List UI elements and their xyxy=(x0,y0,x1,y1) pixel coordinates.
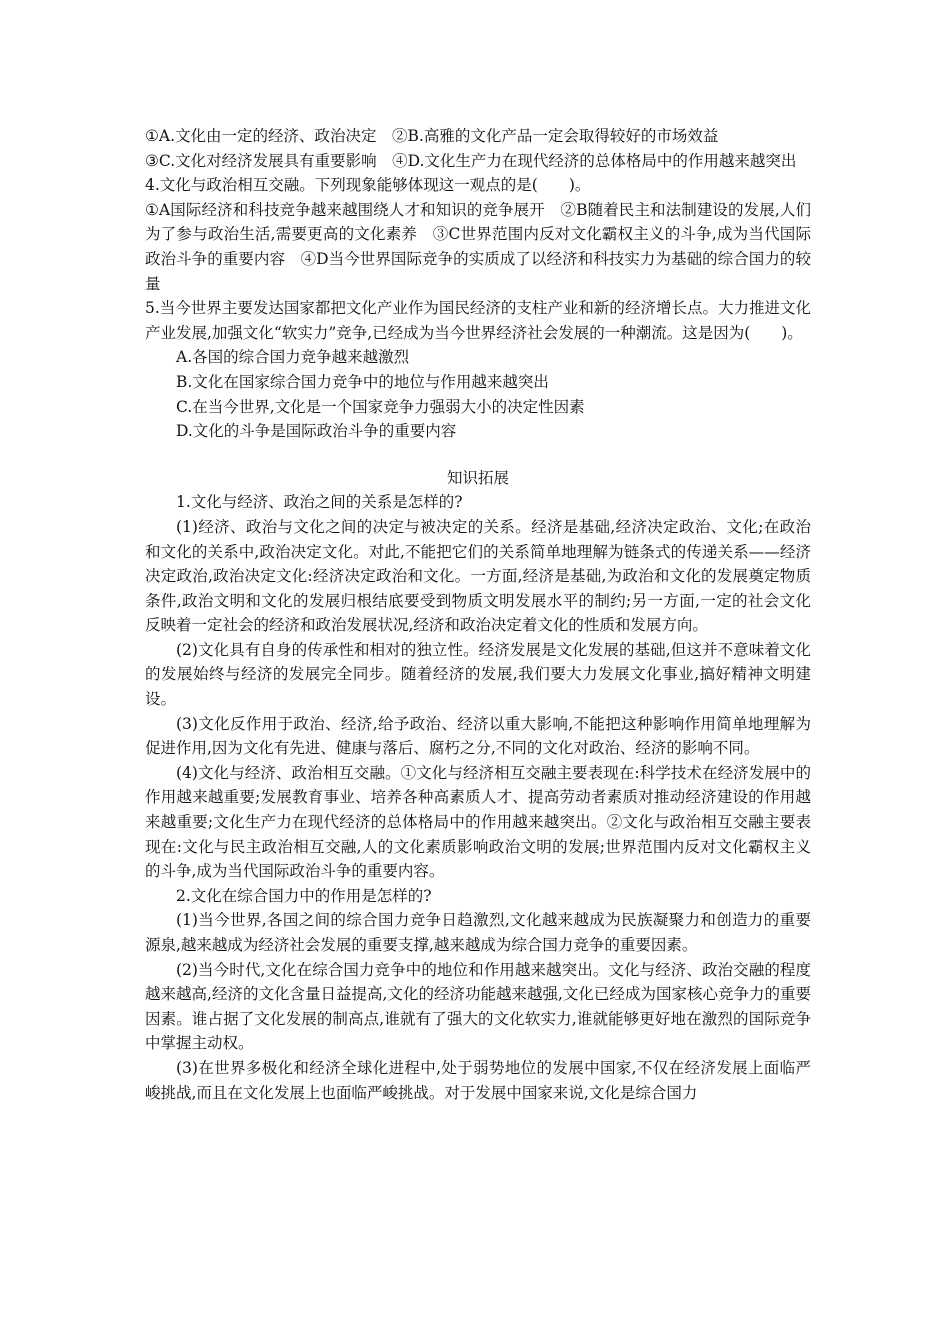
paragraph-2-2: (2)当今时代,文化在综合国力竞争中的地位和作用越来越突出。文化与经济、政治交融的程度越来越高,经济的文化含量日益提高,文化的经济功能越来越强,文化已经成为国家核心竞争力的重要因素。谁占据了文化发展的制高点,谁就有了强大的文化软实力,谁就能够更好地在激烈的国际竞争中掌握主动权。 xyxy=(145,960,811,1053)
q5-option-d: D.文化的斗争是国际政治斗争的重要内容 xyxy=(176,422,457,441)
paragraph-1-3: (3)文化反作用于政治、经济,给予政治、经济以重大影响,不能把这种影响作用简单地理解为促进作用,因为文化有先进、健康与落后、腐朽之分,不同的文化对政治、经济的影响不同。 xyxy=(145,714,811,758)
q4-stem: 4.文化与政治相互交融。下列现象能够体现这一观点的是( )。 xyxy=(145,176,591,195)
section-heading-1: 1.文化与经济、政治之间的关系是怎样的? xyxy=(176,493,463,512)
paragraph-1-1: (1)经济、政治与文化之间的决定与被决定的关系。经济是基础,经济决定政治、文化;在政治和文化的关系中,政治决定文化。对此,不能把它们的关系简单地理解为链条式的传递关系——经济决定政治,政治决定文化:经济决定政治和文化。一方面,经济是基础,为政治和文化的发展奠定物质条件,政治文明和文化的发展归根结底要受到物质文明发展水平的制约;另一方面,一定的社会文化反映着一定社会的经济和政治发展状况,经济和政治决定着文化的性质和发展方向。 xyxy=(145,517,811,635)
q3-options-line-2: ③C.文化对经济发展具有重要影响 ④D.文化生产力在现代经济的总体格局中的作用越来越突出 xyxy=(145,151,797,170)
paragraph-1-2: (2)文化具有自身的传承性和相对的独立性。经济发展是文化发展的基础,但这并不意味着文化的发展始终与经济的发展完全同步。随着经济的发展,我们要大力发展文化事业,搞好精神文明建设。 xyxy=(145,640,811,709)
q5-stem: 5.当今世界主要发达国家都把文化产业作为国民经济的支柱产业和新的经济增长点。大力推进文化产业发展,加强文化“软实力”竞争,已经成为当今世界经济社会发展的一种潮流。这是因为( )。 xyxy=(145,299,811,342)
q4-options: ①A国际经济和科技竞争越来越围绕人才和知识的竞争展开 ②B随着民主和法制建设的发展,人们为了参与政治生活,需要更高的文化素养 ③C世界范围内反对文化霸权主义的斗争,成为当代国际政治斗争的重要内容 ④D当今世界国际竞争的实质成了以经济和科技实力为基础的综合国力的较量 xyxy=(145,200,811,293)
q5-option-a: A.各国的综合国力竞争越来越激烈 xyxy=(176,348,410,367)
section-heading-2: 2.文化在综合国力中的作用是怎样的? xyxy=(176,886,432,905)
paragraph-1-4: (4)文化与经济、政治相互交融。①文化与经济相互交融主要表现在:科学技术在经济发展中的作用越来越重要;发展教育事业、培养各种高素质人才、提高劳动者素质对推动经济建设的作用越来越重要;文化生产力在现代经济的总体格局中的作用越来越突出。②文化与政治相互交融主要表现在:文化与民主政治相互交融,人的文化素质影响政治文明的发展;世界范围内反对文化霸权主义的斗争,成为当代国际政治斗争的重要内容。 xyxy=(145,763,811,881)
section-title: 知识拓展 xyxy=(446,468,509,487)
q5-option-c: C.在当今世界,文化是一个国家竞争力强弱大小的决定性因素 xyxy=(176,397,585,416)
q5-option-b: B.文化在国家综合国力竞争中的地位与作用越来越突出 xyxy=(176,372,549,391)
paragraph-2-3: (3)在世界多极化和经济全球化进程中,处于弱势地位的发展中国家,不仅在经济发展上面临严峻挑战,而且在文化发展上也面临严峻挑战。对于发展中国家来说,文化是综合国力 xyxy=(145,1058,811,1102)
document-body xyxy=(145,124,811,1105)
paragraph-2-1: (1)当今世界,各国之间的综合国力竞争日趋激烈,文化越来越成为民族凝聚力和创造力的重要源泉,越来越成为经济社会发展的重要支撑,越来越成为综合国力竞争的重要因素。 xyxy=(145,911,811,954)
q3-options-line-1: ①A.文化由一定的经济、政治决定 ②B.高雅的文化产品一定会取得较好的市场效益 xyxy=(145,127,719,145)
